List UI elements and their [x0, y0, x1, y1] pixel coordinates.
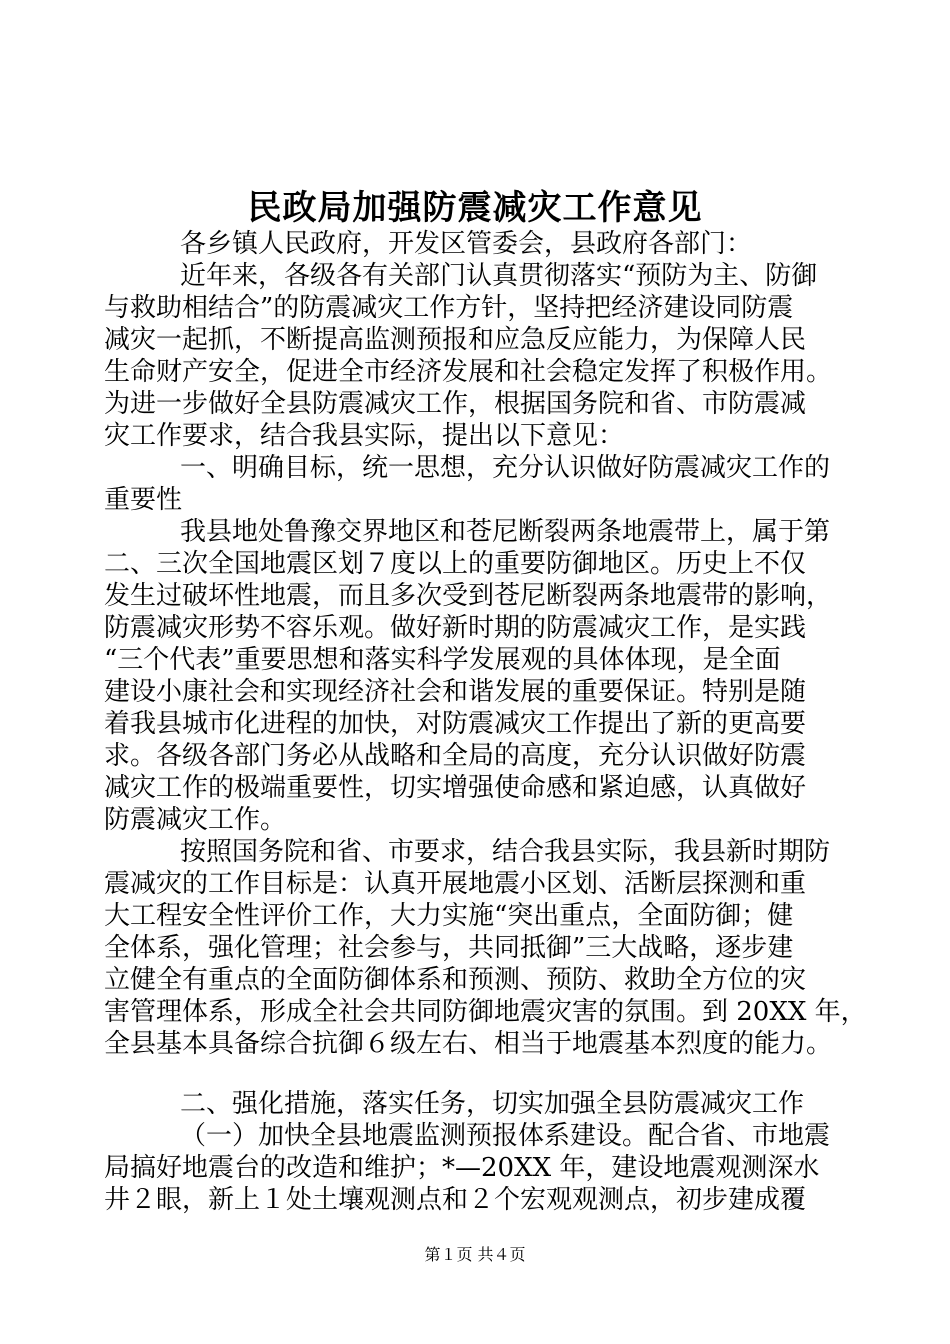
paragraph-line: （一）加快全县地震监测预报体系建设。配合省、市地震 — [180, 1121, 831, 1151]
paragraph-line: 为进一步做好全县防震减灾工作，根据国务院和省、市防震减 — [104, 389, 807, 419]
paragraph-line: 大工程安全性评价工作，大力实施“突出重点，全面防御；健 — [104, 901, 794, 931]
paragraph-line: 防震减灾工作。 — [104, 805, 287, 835]
paragraph-line: 建设小康社会和实现经济社会和谐发展的重要保证。特别是随 — [104, 677, 807, 707]
document-title: 民政局加强防震减灾工作意见 — [247, 188, 703, 228]
paragraph-line: 减灾一起抓，不断提高监测预报和应急反应能力，为保障人民 — [104, 325, 807, 355]
paragraph-line: 与救助相结合”的防震减灾工作方针，坚持把经济建设同防震 — [104, 293, 794, 323]
paragraph-line: 立健全有重点的全面防御体系和预测、预防、救助全方位的灾 — [104, 965, 807, 995]
document-body — [104, 228, 867, 1216]
paragraph-line: 害管理体系，形成全社会共同防御地震灾害的氛围。到 20XX 年， — [104, 997, 867, 1027]
paragraph-line: 灾工作要求，结合我县实际，提出以下意见： — [104, 421, 625, 451]
paragraph-line: 近年来，各级各有关部门认真贯彻落实“预防为主、防御 — [180, 261, 818, 291]
section-heading-line: 二、强化措施，落实任务，切实加强全县防震减灾工作 — [180, 1089, 805, 1119]
paragraph-line: 局搞好地震台的改造和维护；*—20XX 年，建设地震观测深水 — [104, 1153, 820, 1183]
paragraph-line: 着我县城市化进程的加快，对防震减灾工作提出了新的更高要 — [104, 709, 807, 739]
paragraph-line: 按照国务院和省、市要求，结合我县实际，我县新时期防 — [180, 837, 831, 867]
paragraph-gap — [104, 1060, 844, 1088]
paragraph-line: 二、三次全国地震区划７度以上的重要防御地区。历史上不仅 — [104, 549, 807, 579]
paragraph-line: 求。各级各部门务必从战略和全局的高度，充分认识做好防震 — [104, 741, 807, 771]
page-number-footer: 第１页 共４页 — [424, 1245, 526, 1264]
paragraph-line: 发生过破坏性地震，而且多次受到苍尼断裂两条地震带的影响， — [104, 581, 833, 611]
section-heading-line: 一、明确目标，统一思想，充分认识做好防震减灾工作的 — [180, 453, 831, 483]
paragraph-line: “三个代表”重要思想和落实科学发展观的具体体现，是全面 — [104, 645, 781, 675]
paragraph-line: 井２眼，新上１处土壤观测点和２个宏观观测点，初步建成覆 — [104, 1185, 807, 1215]
paragraph-line: 全体系，强化管理；社会参与，共同抵御”三大战略，逐步建 — [104, 933, 794, 963]
paragraph-line: 减灾工作的极端重要性，切实增强使命感和紧迫感，认真做好 — [104, 773, 807, 803]
paragraph-line: 全县基本具备综合抗御６级左右、相当于地震基本烈度的能力。 — [104, 1029, 833, 1059]
paragraph-line: 震减灾的工作目标是：认真开展地震小区划、活断层探测和重 — [104, 869, 807, 899]
salutation-line: 各乡镇人民政府，开发区管委会，县政府各部门： — [180, 229, 753, 259]
paragraph-line: 生命财产安全，促进全市经济发展和社会稳定发挥了积极作用。 — [104, 357, 833, 387]
paragraph-line: 我县地处鲁豫交界地区和苍尼断裂两条地震带上，属于第 — [180, 517, 831, 547]
paragraph-line: 防震减灾形势不容乐观。做好新时期的防震减灾工作，是实践 — [104, 613, 807, 643]
section-heading-line: 重要性 — [104, 485, 183, 515]
